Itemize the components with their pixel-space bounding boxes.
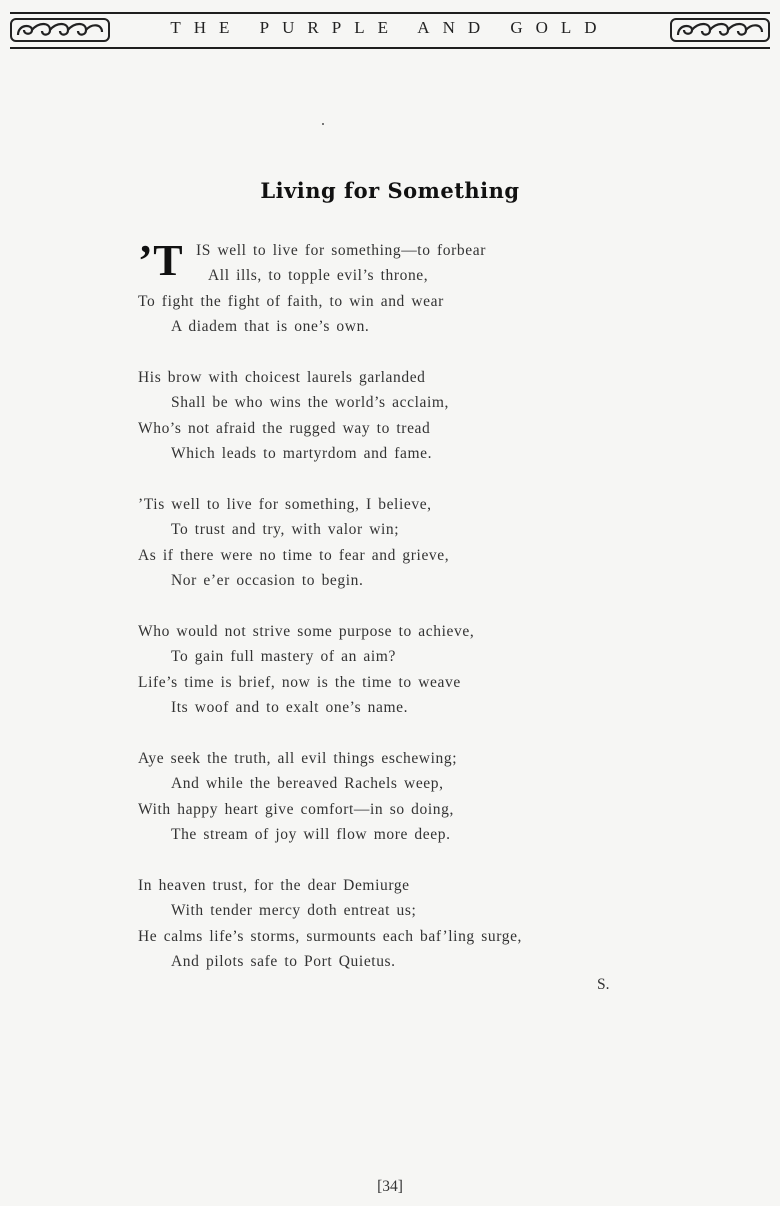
author-signature: S.	[597, 976, 610, 993]
header-bottom-rule	[10, 47, 770, 49]
poem-line: The stream of joy will flow more deep.	[171, 825, 451, 843]
poem-line: To gain full mastery of an aim?	[171, 648, 396, 666]
poem-line: To trust and try, with valor win;	[171, 521, 400, 539]
poem-line-text: IS well to live for something—to forbear	[196, 242, 486, 259]
poem-line: His brow with choicest laurels garlanded	[138, 368, 426, 386]
header-top-rule	[10, 12, 770, 14]
poem-line: In heaven trust, for the dear Demiurge	[138, 876, 410, 894]
poem-line: With happy heart give comfort—in so doing,	[138, 800, 454, 818]
poem-line: And while the bereaved Rachels weep,	[171, 775, 444, 793]
poem-line: A diadem that is one’s own.	[171, 318, 370, 336]
scroll-ornament-icon	[670, 18, 770, 42]
poem-line: Its woof and to exalt one’s name.	[171, 699, 409, 717]
print-speck	[322, 123, 324, 125]
page-number: [34]	[377, 1178, 403, 1195]
poem-line: Shall be who wins the world’s acclaim,	[171, 394, 450, 412]
poem-line: Aye seek the truth, all evil things eschewing;	[138, 749, 458, 767]
poem-body	[138, 238, 658, 974]
poem-line: He calms life’s storms, surmounts each baf’ling surge,	[138, 927, 523, 945]
poem-line: With tender mercy doth entreat us;	[171, 902, 417, 920]
poem-line: Which leads to martyrdom and fame.	[171, 445, 433, 463]
stanza-break	[138, 720, 658, 745]
stanza-break	[138, 340, 658, 365]
poem-line: ’Tis well to live for something, I believe,	[138, 495, 432, 513]
poem-line: Who would not strive some purpose to achieve,	[138, 622, 475, 640]
drop-cap: ’T	[138, 236, 184, 285]
poem-line: Who’s not afraid the rugged way to tread	[138, 419, 431, 437]
poem-line: To fight the fight of faith, to win and wear	[138, 292, 444, 310]
poem-line: All ills, to topple evil’s throne,	[208, 267, 429, 285]
stanza-break	[138, 847, 658, 872]
poem-line: As if there were no time to fear and grieve,	[138, 546, 450, 564]
poem-line: Life’s time is brief, now is the time to weave	[138, 673, 461, 691]
running-header	[10, 12, 770, 50]
poem-title: Living for Something	[260, 178, 520, 203]
stanza-break	[138, 593, 658, 618]
poem-line: Nor e’er occasion to begin.	[171, 572, 364, 590]
running-title: THE PURPLE AND GOLD	[170, 18, 610, 37]
scroll-ornament-icon	[10, 18, 110, 42]
poem-line: And pilots safe to Port Quietus.	[171, 952, 396, 970]
stanza-break	[138, 467, 658, 492]
